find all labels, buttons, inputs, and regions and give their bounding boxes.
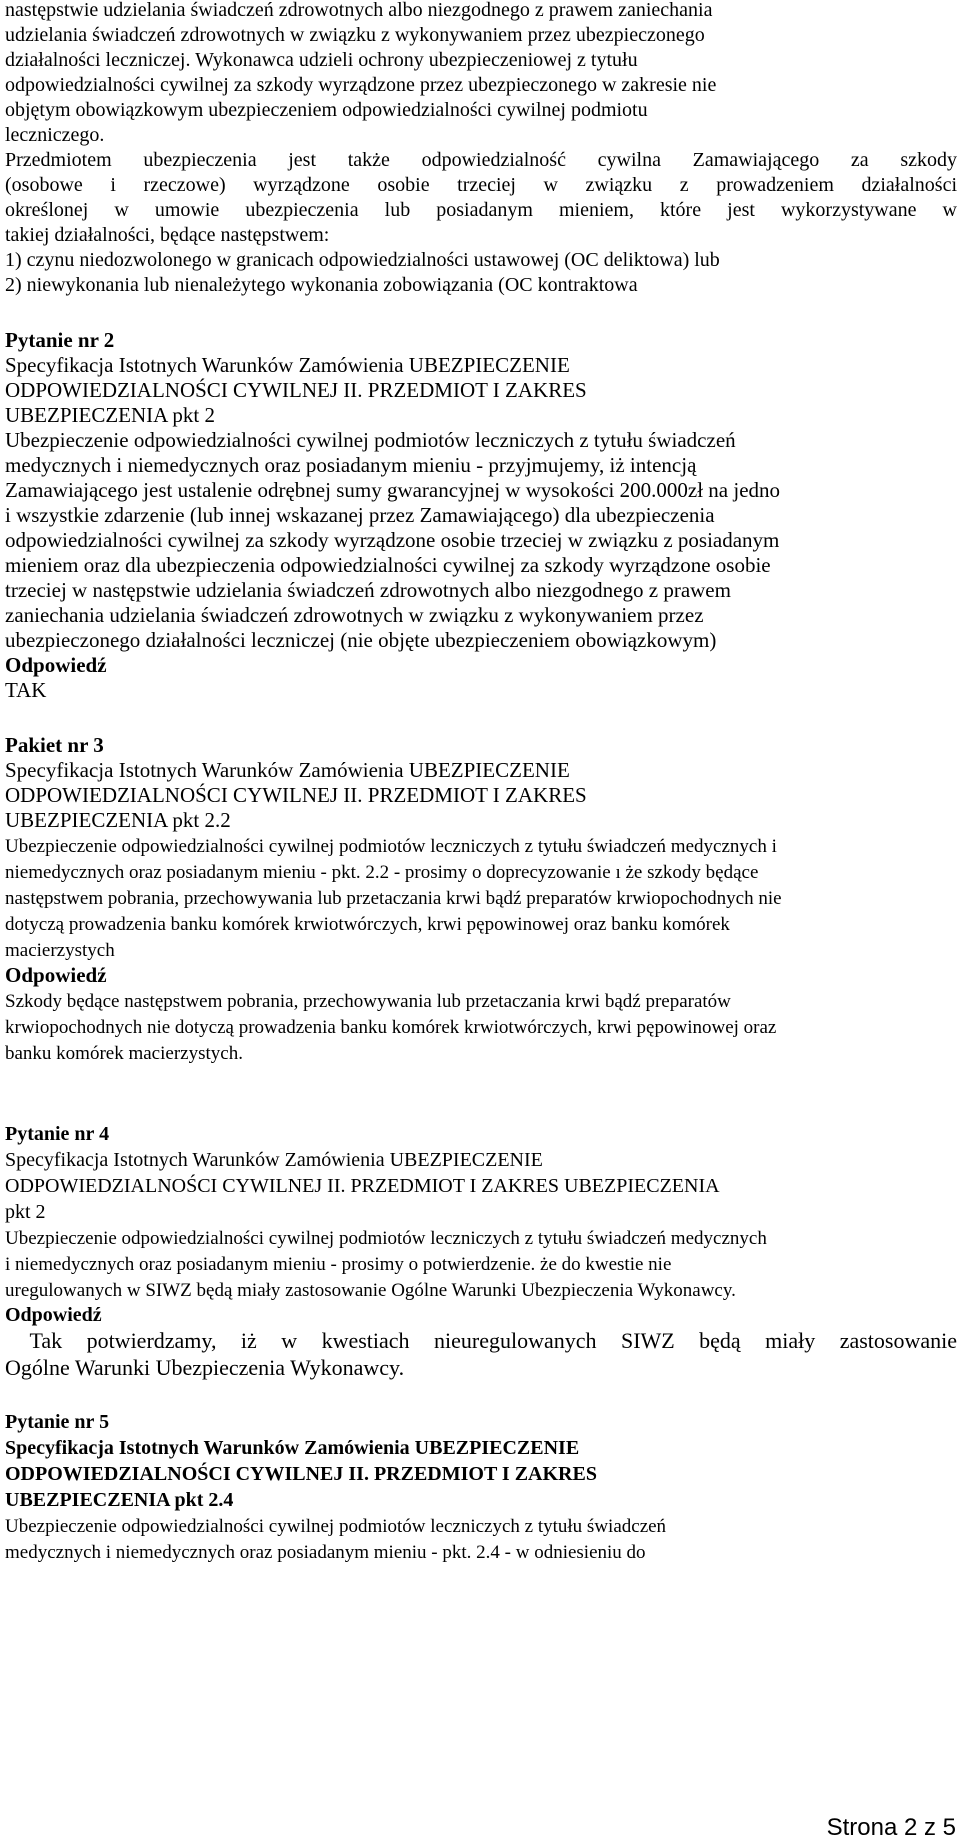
paragraph-line: i wszystkie zdarzenie (lub innej wskazanej przez Zamawiającego) dla ubezpieczenia [5, 503, 715, 527]
paragraph-line: objętym obowiązkowym ubezpieczeniem odpowiedzialności cywilnej podmiotu [5, 99, 648, 121]
answer-heading: Odpowiedź [5, 653, 107, 677]
paragraph-line: i niemedycznych oraz posiadanym mieniu - prosimy o potwierdzenie. że do kwestie nie [5, 1254, 672, 1275]
question-heading: Pakiet nr 3 [5, 733, 104, 757]
spec-reference: Specyfikacja Istotnych Warunków Zamówienia UBEZPIECZENIE [5, 1437, 580, 1459]
spec-reference: ODPOWIEDZIALNOŚCI CYWILNEJ II. PRZEDMIOT I ZAKRES UBEZPIECZENIA [5, 1175, 720, 1197]
paragraph-line: (osobowe i rzeczowe) wyrządzone osobie trzeciej w związku z prowadzeniem działalności [5, 174, 957, 196]
paragraph-line: mieniem oraz dla ubezpieczenia odpowiedzialności cywilnej za szkody wyrządzone osobie [5, 553, 771, 577]
spec-reference: pkt 2 [5, 1201, 46, 1223]
question-heading: Pytanie nr 5 [5, 1411, 110, 1433]
paragraph-line: Ubezpieczenie odpowiedzialności cywilnej podmiotów leczniczych z tytułu świadczeń [5, 1516, 667, 1537]
list-item: 1) czynu niedozwolonego w granicach odpowiedzialności ustawowej (OC deliktowa) lub [5, 249, 720, 271]
answer-heading: Odpowiedź [5, 1304, 102, 1326]
spec-reference: Specyfikacja Istotnych Warunków Zamówienia UBEZPIECZENIE [5, 758, 570, 782]
spec-reference: ODPOWIEDZIALNOŚCI CYWILNEJ II. PRZEDMIOT I ZAKRES [5, 1463, 597, 1485]
paragraph-line: następstwem pobrania, przechowywania lub przetaczania krwi bądź preparatów krwiopochodnych nie [5, 888, 782, 909]
spec-reference: UBEZPIECZENIA pkt 2 [5, 403, 215, 427]
question-heading: Pytanie nr 2 [5, 328, 115, 352]
paragraph-line: zaniechania udzielania świadczeń zdrowotnych w związku z wykonywaniem przez [5, 603, 704, 627]
page-number: Strona 2 z 5 [826, 1814, 956, 1841]
paragraph-line: Ubezpieczenie odpowiedzialności cywilnej podmiotów leczniczych z tytułu świadczeń medycznych i [5, 836, 777, 857]
paragraph-line: trzeciej w następstwie udzielania świadczeń zdrowotnych albo niezgodnego z prawem [5, 578, 731, 602]
paragraph-line: Zamawiającego jest ustalenie odrębnej sumy gwarancyjnej w wysokości 200.000zł na jedno [5, 478, 781, 502]
spec-reference: Specyfikacja Istotnych Warunków Zamówienia UBEZPIECZENIE [5, 353, 570, 377]
paragraph-line: uregulowanych w SIWZ będą miały zastosowanie Ogólne Warunki Ubezpieczenia Wykonawcy. [5, 1280, 736, 1301]
answer-text: Tak potwierdzamy, iż w kwestiach nieuregulowanych SIWZ będą miały zastosowanie [5, 1328, 957, 1353]
paragraph-line: Przedmiotem ubezpieczenia jest także odpowiedzialność cywilna Zamawiającego za szkody [5, 149, 957, 171]
spec-reference: UBEZPIECZENIA pkt 2.4 [5, 1489, 234, 1511]
answer-text: TAK [5, 678, 47, 702]
spec-reference: ODPOWIEDZIALNOŚCI CYWILNEJ II. PRZEDMIOT I ZAKRES [5, 783, 587, 807]
answer-text: banku komórek macierzystych. [5, 1043, 243, 1064]
paragraph-line: medycznych i niemedycznych oraz posiadanym mieniu - przyjmujemy, iż intencją [5, 453, 697, 477]
answer-text: krwiopochodnych nie dotyczą prowadzenia banku komórek krwiotwórczych, krwi pępowinowej oraz [5, 1017, 777, 1038]
spec-reference: UBEZPIECZENIA pkt 2.2 [5, 808, 231, 832]
answer-text: Ogólne Warunki Ubezpieczenia Wykonawcy. [5, 1355, 405, 1380]
paragraph-line: macierzystych [5, 940, 115, 961]
paragraph-line: odpowiedzialności cywilnej za szkody wyrządzone osobie trzeciej w związku z posiadanym [5, 528, 780, 552]
answer-heading: Odpowiedź [5, 963, 107, 987]
spec-reference: Specyfikacja Istotnych Warunków Zamówienia UBEZPIECZENIE [5, 1149, 543, 1171]
paragraph-line: leczniczego. [5, 124, 105, 146]
answer-text: Szkody będące następstwem pobrania, przechowywania lub przetaczania krwi bądź preparatów [5, 991, 731, 1012]
paragraph-line: działalności leczniczej. Wykonawca udzieli ochrony ubezpieczeniowej z tytułu [5, 49, 638, 71]
paragraph-line: Ubezpieczenie odpowiedzialności cywilnej podmiotów leczniczych z tytułu świadczeń [5, 428, 736, 452]
paragraph-line: takiej działalności, będące następstwem: [5, 224, 330, 246]
list-item: 2) niewykonania lub nienależytego wykonania zobowiązania (OC kontraktowa [5, 274, 638, 296]
paragraph-line: medycznych i niemedycznych oraz posiadanym mieniu - pkt. 2.4 - w odniesieniu do [5, 1542, 646, 1563]
paragraph-line: Ubezpieczenie odpowiedzialności cywilnej podmiotów leczniczych z tytułu świadczeń medycznych [5, 1228, 767, 1249]
question-heading: Pytanie nr 4 [5, 1123, 110, 1145]
paragraph-line: dotyczą prowadzenia banku komórek krwiotwórczych, krwi pępowinowej oraz banku komórek [5, 914, 730, 935]
paragraph-line: ubezpieczonego działalności leczniczej (nie objęte ubezpieczeniem obowiązkowym) [5, 628, 717, 652]
spec-reference: ODPOWIEDZIALNOŚCI CYWILNEJ II. PRZEDMIOT I ZAKRES [5, 378, 587, 402]
paragraph-line: niemedycznych oraz posiadanym mieniu - pkt. 2.2 - prosimy o doprecyzowanie ı że szkody będące [5, 862, 759, 883]
paragraph-line: odpowiedzialności cywilnej za szkody wyrządzone przez ubezpieczonego w zakresie nie [5, 74, 717, 96]
paragraph-line: następstwie udzielania świadczeń zdrowotnych albo niezgodnego z prawem zaniechania [5, 0, 713, 21]
paragraph-line: udzielania świadczeń zdrowotnych w związku z wykonywaniem przez ubezpieczonego [5, 24, 705, 46]
paragraph-line: określonej w umowie ubezpieczenia lub posiadanym mieniem, które jest wykorzystywane w [5, 199, 957, 221]
